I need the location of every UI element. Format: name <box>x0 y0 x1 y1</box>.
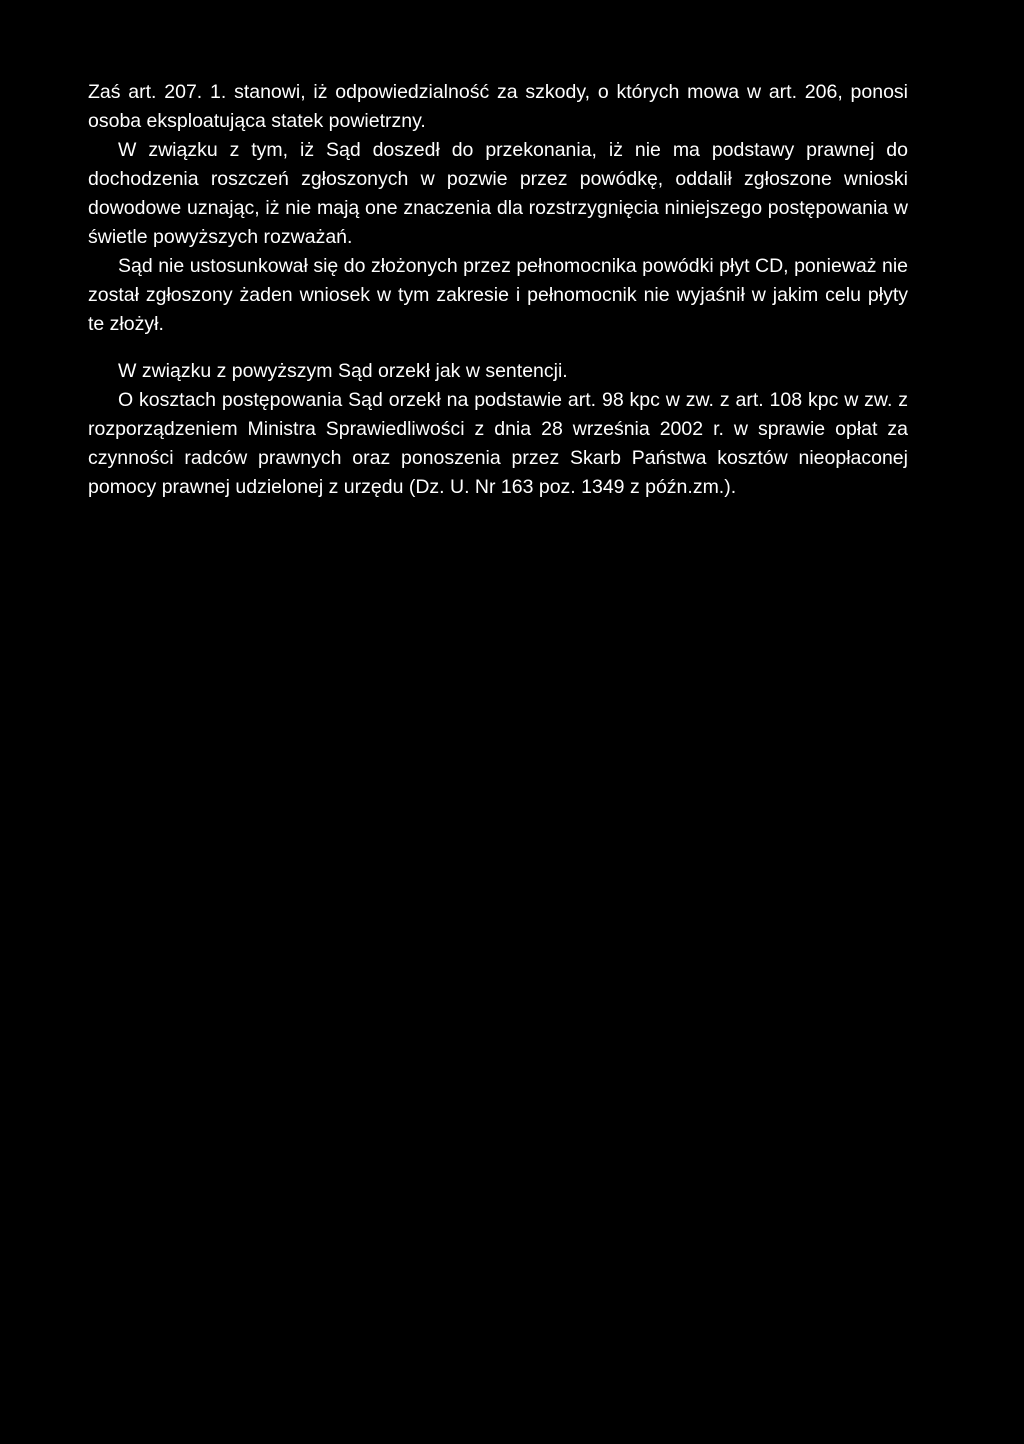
paragraph-sentencja: W związku z powyższym Sąd orzekł jak w sentencji. <box>118 360 568 382</box>
paragraph-oddalenie-wnioskow: W związku z tym, iż Sąd doszedł do przekonania, iż nie ma podstawy prawnej do dochodzenia roszczeń zgłoszonych w pozwie przez powódkę, oddalił zgłoszone wnioski dowodowe uznając, iż nie mają one znaczenia dla rozstrzygnięcia niniejszego postępowania w świetle powyższych rozważań. <box>88 139 908 248</box>
paragraph-art-207: Zaś art. 207. 1. stanowi, iż odpowiedzialność za szkody, o których mowa w art. 206, ponosi osoba eksploatująca statek powietrzny. <box>88 81 908 132</box>
paragraph-plyty-cd: Sąd nie ustosunkował się do złożonych przez pełnomocnika powódki płyt CD, ponieważ nie został zgłoszony żaden wniosek w tym zakresie i pełnomocnik nie wyjaśnił w jakim celu płyty te złożył. <box>88 255 908 335</box>
paragraph-koszty: O kosztach postępowania Sąd orzekł na podstawie art. 98 kpc w zw. z art. 108 kpc w zw. z rozporządzeniem Ministra Sprawiedliwości z dnia 28 września 2002 r. w sprawie opłat za czynności radców prawnych oraz ponoszenia przez Skarb Państwa kosztów nieopłaconej pomocy prawnej udzielonej z urzędu (Dz. U. Nr 163 poz. 1349 z późn.zm.). <box>88 389 908 498</box>
document-page <box>88 78 908 502</box>
